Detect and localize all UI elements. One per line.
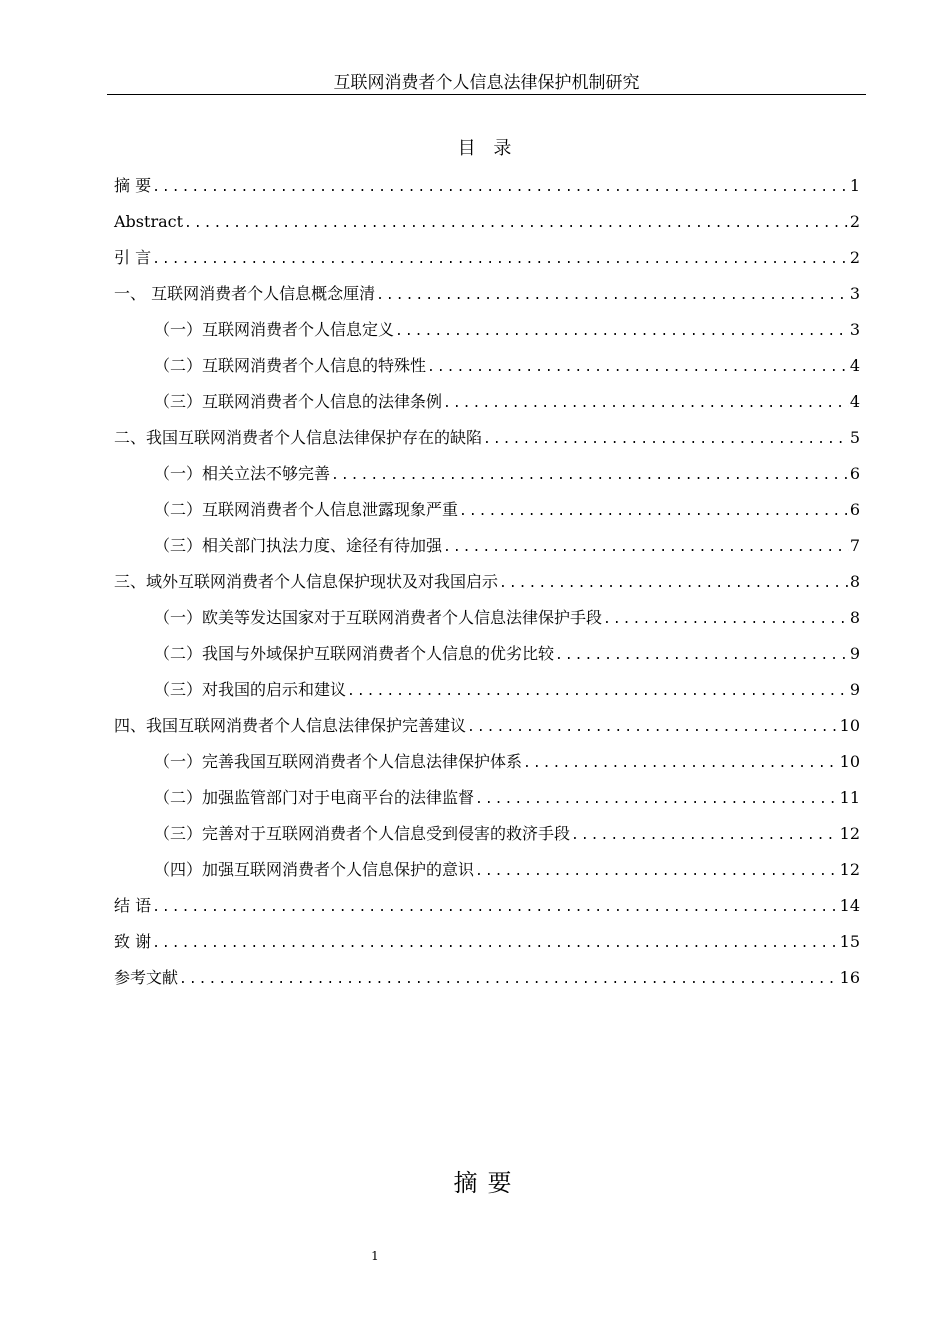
running-header: 互联网消费者个人信息法律保护机制研究	[333, 73, 640, 93]
toc-entry[interactable]	[114, 246, 860, 282]
toc-leader-dots	[427, 356, 849, 380]
toc-entry-page: 3	[849, 284, 860, 303]
toc-entry-label: （二）我国与外域保护互联网消费者个人信息的优劣比较	[154, 644, 555, 663]
toc-entry-page: 12	[839, 824, 860, 843]
toc-entry-label: 引 言	[114, 248, 152, 267]
toc-entry-page: 14	[839, 896, 860, 915]
toc-entry[interactable]	[114, 642, 860, 678]
toc-entry-label: （三）对我国的启示和建议	[154, 680, 347, 699]
toc-title: 目 录	[457, 138, 518, 159]
toc-entry[interactable]	[114, 210, 860, 246]
toc-leader-dots	[459, 500, 849, 524]
toc-entry-page: 4	[849, 356, 860, 375]
toc-entry[interactable]	[114, 822, 860, 858]
toc-entry-label: Abstract	[114, 212, 184, 231]
toc-entry-page: 5	[849, 428, 860, 447]
toc-entry-label: （二）互联网消费者个人信息的特殊性	[154, 356, 427, 375]
toc-entry[interactable]	[114, 894, 860, 930]
toc-entry-page: 11	[839, 788, 860, 807]
toc-entry-label: （一）相关立法不够完善	[154, 464, 331, 483]
toc-leader-dots	[443, 392, 849, 416]
toc-entry-label: 摘 要	[114, 176, 152, 195]
toc-entry-page: 12	[839, 860, 860, 879]
abstract-heading: 摘要	[453, 1169, 522, 1197]
toc-entry[interactable]	[114, 786, 860, 822]
toc-entry[interactable]	[114, 606, 860, 642]
toc-leader-dots	[467, 716, 839, 740]
toc-entry-label: （三）完善对于互联网消费者个人信息受到侵害的救济手段	[154, 824, 571, 843]
toc-entry[interactable]	[114, 174, 860, 210]
toc-entry-page: 9	[849, 680, 860, 699]
toc-leader-dots	[483, 428, 849, 452]
toc-entry-label: 致 谢	[114, 932, 152, 951]
toc-entry-label: 参考文献	[114, 968, 179, 987]
toc-entry-label: 三、域外互联网消费者个人信息保护现状及对我国启示	[114, 572, 499, 591]
toc-entry-label: 一、 互联网消费者个人信息概念厘清	[114, 284, 376, 303]
toc-entry-page: 15	[839, 932, 860, 951]
toc-leader-dots	[331, 464, 849, 488]
toc-entry[interactable]	[114, 534, 860, 570]
toc-entry-label: （三）相关部门执法力度、途径有待加强	[154, 536, 443, 555]
toc-entry-label: （一）互联网消费者个人信息定义	[154, 320, 395, 339]
toc-leader-dots	[152, 176, 849, 200]
toc-leader-dots	[571, 824, 839, 848]
toc-leader-dots	[475, 860, 839, 884]
toc-entry-page: 2	[849, 248, 860, 267]
page-number: 1	[371, 1249, 379, 1263]
toc-entry-label: （二）加强监管部门对于电商平台的法律监督	[154, 788, 475, 807]
toc-leader-dots	[555, 644, 849, 668]
toc-leader-dots	[475, 788, 839, 812]
header-rule	[107, 94, 866, 95]
toc-entry[interactable]	[114, 750, 860, 786]
toc-entry-label: （一）完善我国互联网消费者个人信息法律保护体系	[154, 752, 523, 771]
toc-entry[interactable]	[114, 858, 860, 894]
toc-entry-page: 9	[849, 644, 860, 663]
toc-entry-page: 8	[849, 608, 860, 627]
toc-entry[interactable]	[114, 678, 860, 714]
toc-entry[interactable]	[114, 426, 860, 462]
toc-entry-label: （二）互联网消费者个人信息泄露现象严重	[154, 500, 459, 519]
toc-entry-page: 2	[849, 212, 860, 231]
toc-entry-page: 4	[849, 392, 860, 411]
toc-entry-label: 四、我国互联网消费者个人信息法律保护完善建议	[114, 716, 467, 735]
toc-entry-page: 6	[849, 464, 860, 483]
toc-entry-page: 3	[849, 320, 860, 339]
toc-leader-dots	[523, 752, 839, 776]
toc-entry-label: 结 语	[114, 896, 152, 915]
toc-entry[interactable]	[114, 498, 860, 534]
toc-entry[interactable]	[114, 930, 860, 966]
toc-entry[interactable]	[114, 354, 860, 390]
toc-leader-dots	[499, 572, 849, 596]
toc-leader-dots	[347, 680, 849, 704]
toc-entry[interactable]	[114, 966, 860, 1002]
table-of-contents	[114, 174, 860, 1002]
toc-entry-page: 6	[849, 500, 860, 519]
toc-leader-dots	[443, 536, 849, 560]
toc-entry-label: （一）欧美等发达国家对于互联网消费者个人信息法律保护手段	[154, 608, 603, 627]
toc-entry[interactable]	[114, 714, 860, 750]
toc-leader-dots	[152, 248, 849, 272]
toc-entry-page: 10	[839, 752, 860, 771]
toc-entry[interactable]	[114, 282, 860, 318]
toc-entry[interactable]	[114, 390, 860, 426]
toc-leader-dots	[179, 968, 839, 992]
toc-entry-page: 7	[849, 536, 860, 555]
toc-leader-dots	[376, 284, 849, 308]
toc-entry-label: 二、我国互联网消费者个人信息法律保护存在的缺陷	[114, 428, 483, 447]
toc-entry-page: 16	[839, 968, 860, 987]
toc-leader-dots	[603, 608, 849, 632]
toc-entry-page: 10	[839, 716, 860, 735]
toc-entry[interactable]	[114, 462, 860, 498]
toc-entry-page: 8	[849, 572, 860, 591]
toc-leader-dots	[184, 212, 849, 236]
toc-entry[interactable]	[114, 570, 860, 606]
toc-leader-dots	[152, 932, 839, 956]
toc-entry-page: 1	[849, 176, 860, 195]
toc-leader-dots	[152, 896, 839, 920]
toc-entry-label: （四）加强互联网消费者个人信息保护的意识	[154, 860, 475, 879]
toc-entry[interactable]	[114, 318, 860, 354]
toc-entry-label: （三）互联网消费者个人信息的法律条例	[154, 392, 443, 411]
toc-leader-dots	[395, 320, 849, 344]
